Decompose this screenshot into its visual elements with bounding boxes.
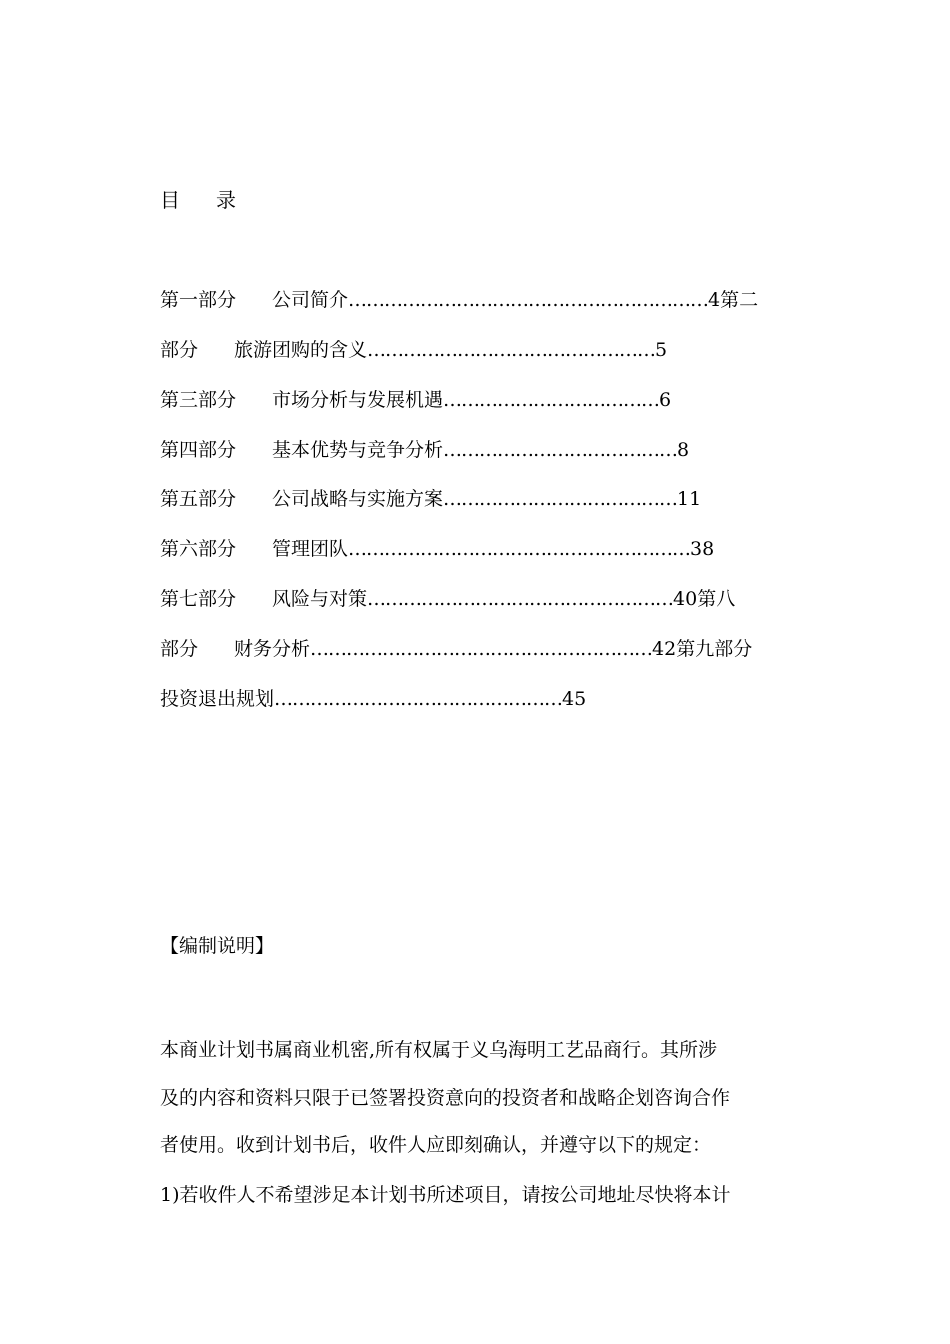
toc-title: 旅游团购的含义	[234, 339, 368, 361]
toc-title: 财务分析	[234, 638, 311, 660]
notes-line: 1)若收件人不希望涉足本计划书所述项目，请按公司地址尽快将本计	[160, 1184, 731, 1206]
toc-line	[160, 287, 758, 313]
toc-line	[160, 686, 586, 712]
toc-page: 38	[690, 538, 715, 560]
toc-part: 第五部分	[160, 488, 237, 510]
toc-part: 第六部分	[160, 538, 237, 560]
toc-dots: …………………………………………………	[310, 638, 653, 660]
toc-line	[160, 586, 735, 612]
toc-page: 40	[673, 588, 698, 610]
toc-page: 5	[655, 339, 668, 361]
notes-line: 者使用。收到计划书后，收件人应即刻确认，并遵守以下的规定：	[160, 1134, 712, 1156]
toc-dots: ……………………………………………………	[348, 289, 709, 311]
notes-title: 【编制说明】	[160, 935, 275, 957]
toc-dots: …………………………………………………	[348, 538, 691, 560]
toc-part: 第一部分	[160, 289, 237, 311]
notes-line: 及的内容和资料只限于已签署投资意向的投资者和战略企划咨询合作	[160, 1087, 731, 1109]
toc-part: 第七部分	[160, 588, 237, 610]
toc-dots: …………………………………	[443, 488, 678, 510]
toc-page: 11	[677, 488, 702, 510]
toc-dots: ……………………………………………	[367, 588, 674, 610]
toc-tail: 第八	[697, 588, 736, 610]
toc-line	[160, 437, 689, 463]
toc-part: 第四部分	[160, 439, 237, 461]
toc-line	[160, 486, 701, 512]
toc-tail: 第二	[720, 289, 759, 311]
toc-page: 45	[562, 688, 587, 710]
toc-dots: …………………………………	[443, 439, 678, 461]
toc-part: 部分	[160, 339, 199, 361]
toc-title: 市场分析与发展机遇	[272, 389, 444, 411]
toc-title: 公司战略与实施方案	[272, 488, 444, 510]
toc-line	[160, 337, 667, 363]
toc-page: 6	[659, 389, 672, 411]
toc-line	[160, 536, 714, 562]
toc-part: 部分	[160, 638, 199, 660]
toc-dots: …………………………………………	[367, 339, 656, 361]
toc-heading	[160, 186, 236, 214]
toc-part: 第三部分	[160, 389, 237, 411]
toc-dots: …………………………………………	[274, 688, 563, 710]
toc-title: 风险与对策	[272, 588, 368, 610]
toc-line	[160, 636, 752, 662]
toc-part: 投资退出规划	[160, 688, 275, 710]
toc-page: 4	[708, 289, 721, 311]
toc-page: 42	[652, 638, 677, 660]
toc-heading-left: 目	[160, 188, 180, 212]
toc-title: 管理团队	[272, 538, 349, 560]
toc-tail: 第九部分	[676, 638, 753, 660]
toc-title: 公司简介	[272, 289, 349, 311]
toc-heading-right: 录	[216, 188, 236, 212]
toc-page: 8	[677, 439, 690, 461]
toc-title: 基本优势与竞争分析	[272, 439, 444, 461]
toc-dots: ………………………………	[443, 389, 660, 411]
notes-line: 本商业计划书属商业机密,所有权属于义乌海明工艺品商行。其所涉	[160, 1039, 718, 1061]
toc-line	[160, 387, 671, 413]
